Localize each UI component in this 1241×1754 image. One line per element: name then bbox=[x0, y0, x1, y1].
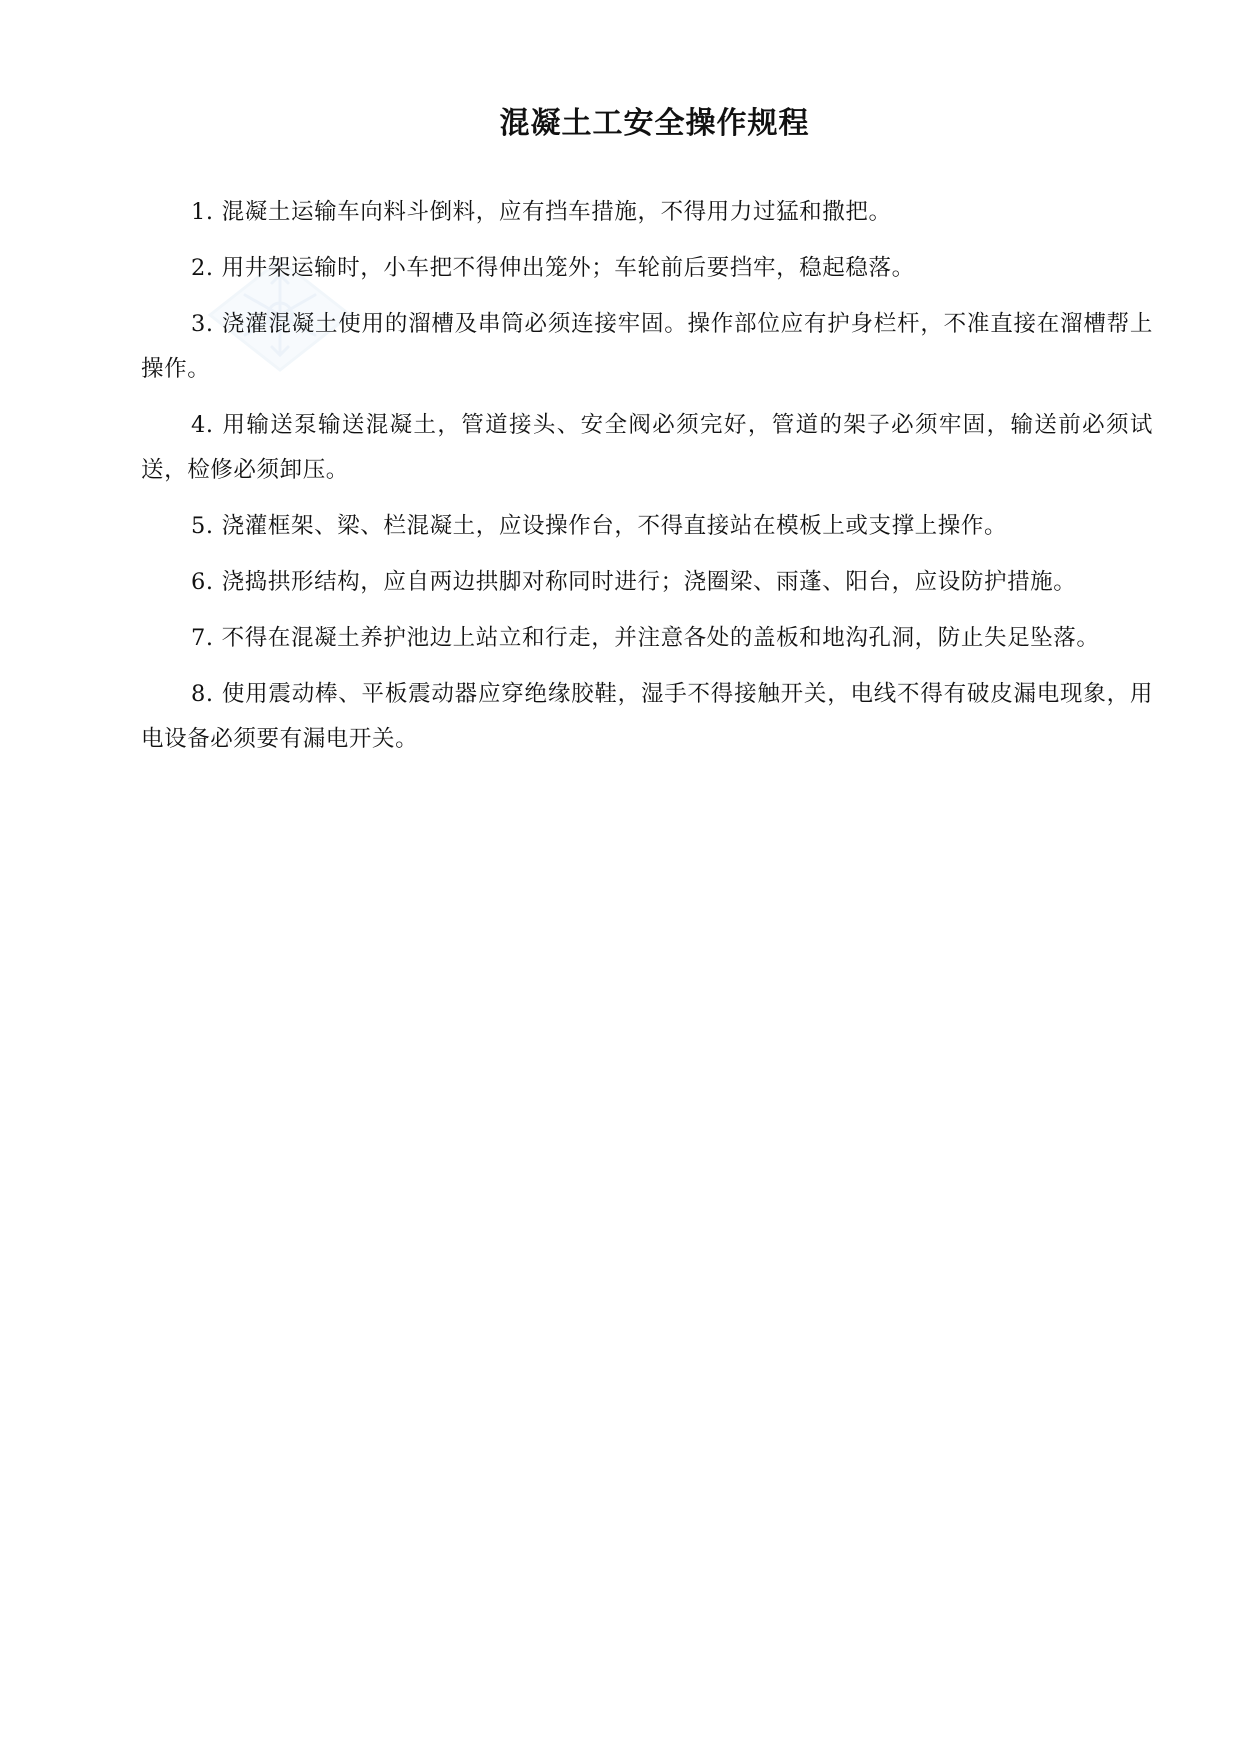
rule-text: 使用震动棒、平板震动器应穿绝缘胶鞋，湿手不得接触开关，电线不得有破皮漏电现象，用电设备必须要有漏电开关。 bbox=[141, 681, 1153, 752]
rule-text: 不得在混凝土养护池边上站立和行走，并注意各处的盖板和地沟孔洞，防止失足坠落。 bbox=[221, 625, 1100, 651]
rule-item-2 bbox=[141, 246, 1153, 291]
rule-number: 2. bbox=[191, 255, 214, 281]
rule-text: 用井架运输时，小车把不得伸出笼外；车轮前后要挡牢，稳起稳落。 bbox=[221, 255, 915, 281]
rule-text: 混凝土运输车向料斗倒料，应有挡车措施，不得用力过猛和撒把。 bbox=[221, 199, 892, 225]
rule-number: 5. bbox=[191, 513, 214, 539]
rule-item-1 bbox=[141, 190, 1153, 235]
rule-number: 6. bbox=[191, 569, 214, 595]
rule-text: 用输送泵输送混凝土，管道接头、安全阀必须完好，管道的架子必须牢固，输送前必须试送，检修必须卸压。 bbox=[141, 412, 1153, 483]
rule-item-5 bbox=[141, 504, 1153, 549]
safety-rules-list bbox=[141, 190, 1153, 773]
rule-text: 浇捣拱形结构，应自两边拱脚对称同时进行；浇圈梁、雨蓬、阳台，应设防护措施。 bbox=[221, 569, 1077, 595]
rule-number: 7. bbox=[191, 625, 214, 651]
rule-text: 浇灌混凝土使用的溜槽及串筒必须连接牢固。操作部位应有护身栏杆，不准直接在溜槽帮上操作。 bbox=[141, 311, 1153, 382]
rule-item-8 bbox=[141, 672, 1153, 762]
rule-item-3 bbox=[141, 302, 1153, 392]
rule-item-7 bbox=[141, 616, 1153, 661]
document-title: 混凝土工安全操作规程 bbox=[499, 106, 810, 141]
rule-item-4 bbox=[141, 403, 1153, 493]
rule-number: 4. bbox=[191, 412, 214, 438]
rule-number: 3. bbox=[191, 311, 214, 337]
rule-number: 1. bbox=[191, 199, 214, 225]
rule-item-6 bbox=[141, 560, 1153, 605]
rule-number: 8. bbox=[191, 681, 214, 707]
rule-text: 浇灌框架、梁、栏混凝土，应设操作台，不得直接站在模板上或支撑上操作。 bbox=[221, 513, 1008, 539]
